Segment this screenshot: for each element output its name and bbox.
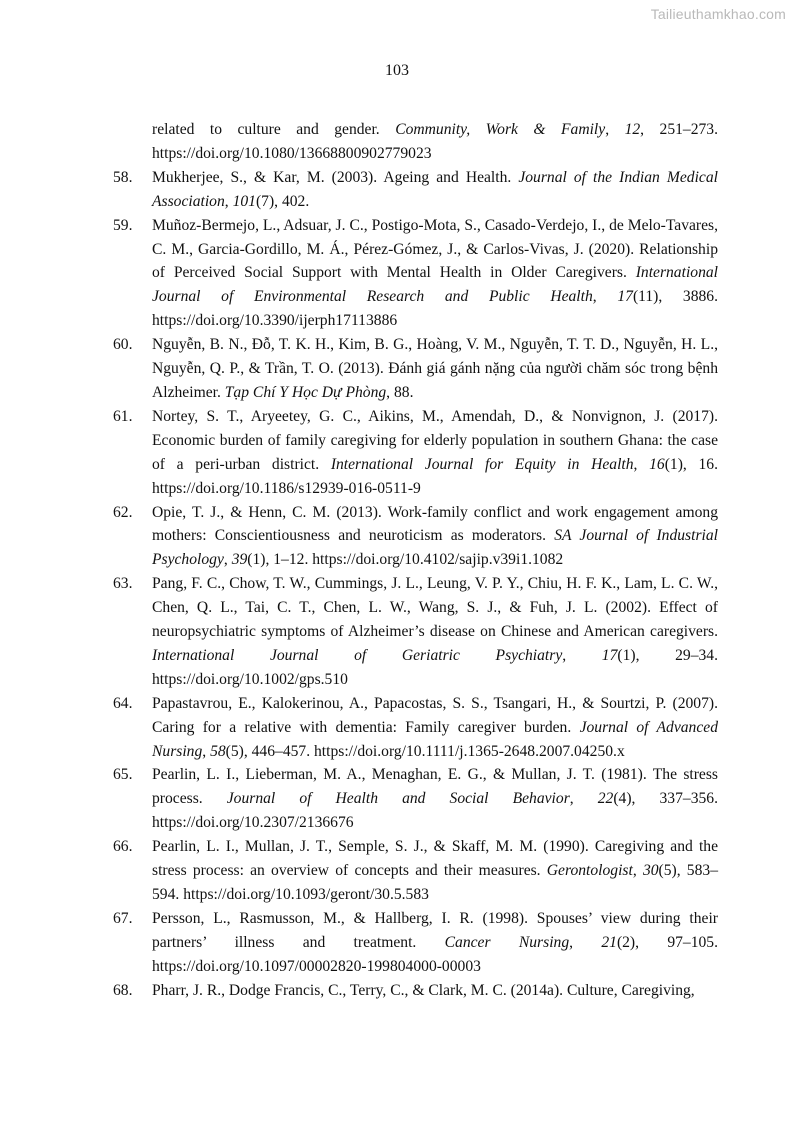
reference-entry: [0, 572, 794, 692]
reference-text: ,: [202, 742, 211, 760]
reference-number: 68.: [113, 981, 133, 999]
reference-text: ,: [562, 646, 602, 664]
reference-italic-text: International Journal of Geriatric Psychiatry: [152, 646, 563, 664]
reference-italic-text: International Journal of Environmental Research and Public Health: [152, 264, 718, 306]
reference-text: Nguyễn, B. N., Đỗ, T. K. H., Kim, B. G., Hoàng, V. M., Nguyễn, T. T. D., Nguyễn, H. L., Nguyễn, Q. P., & Trần, T. O. (2013). Đánh giá gánh nặng của người chăm sóc trong bệnh Alzheimer.: [152, 336, 718, 401]
reference-text: ,: [569, 790, 598, 808]
reference-text: ,: [223, 551, 232, 569]
reference-entry: [0, 214, 794, 334]
reference-text: (2), 97–105. https://doi.org/10.1097/00002820-199804000-00003: [152, 933, 719, 975]
reference-number: 58.: [113, 168, 133, 186]
reference-italic-text: 12: [624, 121, 641, 138]
reference-text: Pang, F. C., Chow, T. W., Cummings, J. L., Leung, V. P. Y., Chiu, H. F. K., Lam, L. C. W., Chen, Q. L., Tai, C. T., Chen, L. W., Wang, S. J., & Fuh, J. L. (2002). Effect of neuropsychiatric symptoms of Alzheimer’s disease on Chinese and American caregivers.: [152, 575, 718, 641]
reference-text: (5), 583–594. https://doi.org/10.1093/geront/30.5.583: [152, 862, 718, 903]
reference-text: (7), 402.: [255, 192, 310, 210]
reference-entry: [0, 979, 794, 1003]
reference-text: ,: [569, 933, 602, 951]
reference-text: ,: [633, 455, 650, 473]
reference-italic-text: 39: [231, 551, 248, 569]
reference-entry: [0, 166, 794, 214]
reference-text: (4), 337–356. https://doi.org/10.2307/2136676: [152, 790, 718, 832]
reference-italic-text: Gerontologist: [546, 862, 633, 880]
reference-italic-text: Journal of Health and Social Behavior: [226, 790, 570, 808]
reference-number: 60.: [113, 336, 133, 354]
reference-italic-text: 22: [597, 790, 614, 808]
reference-number: 61.: [113, 407, 133, 425]
reference-text: Opie, T. J., & Henn, C. M. (2013). Work-family conflict and work engagement among mothers: Conscientiousness and neuroticism as moderators.: [152, 503, 718, 545]
reference-number: 62.: [113, 503, 133, 521]
reference-italic-text: 30: [642, 862, 659, 880]
reference-italic-text: 17: [601, 646, 618, 664]
reference-number: 66.: [113, 838, 133, 856]
reference-entry: [0, 907, 794, 979]
reference-entry: [0, 405, 794, 501]
reference-italic-text: SA Journal of Industrial Psychology: [152, 527, 718, 569]
reference-number: 59.: [113, 216, 133, 234]
reference-text: (1), 16. https://doi.org/10.1186/s12939-016-0511-9: [152, 455, 718, 497]
reference-italic-text: Tạp Chí Y Học Dự Phòng: [224, 383, 387, 401]
reference-number: 65.: [113, 766, 133, 784]
reference-italic-text: Cancer Nursing: [444, 933, 570, 951]
reference-entry: [0, 333, 794, 405]
reference-entry: [0, 118, 794, 166]
reference-italic-text: Journal of Advanced Nursing: [152, 718, 718, 760]
reference-entry: [0, 692, 794, 764]
reference-text: Muñoz-Bermejo, L., Adsuar, J. C., Postigo-Mota, S., Casado-Verdejo, I., de Melo-Tavares, C. M., Garcia-Gordillo, M. Á., Pérez-Gómez, J., & Carlos-Vivas, J. (2020). Relationship of Perceived Social Support with Mental Health in Older Caregivers.: [152, 216, 718, 282]
reference-italic-text: 16: [649, 455, 665, 473]
reference-text: Pearlin, L. I., Mullan, J. T., Semple, S. J., & Skaff, M. M. (1990). Caregiving and the stress process: an overview of concepts and their measures.: [152, 838, 718, 880]
reference-number: 64.: [113, 694, 133, 712]
reference-text: (1), 29–34. https://doi.org/10.1002/gps.510: [152, 646, 719, 688]
reference-italic-text: 21: [601, 933, 617, 951]
reference-text: Pharr, J. R., Dodge Francis, C., Terry, C., & Clark, M. C. (2014a). Culture, Caregiving,: [152, 981, 695, 999]
reference-text: , 88.: [386, 383, 414, 401]
reference-text: , 251–273. https://doi.org/10.1080/13668800902779023: [152, 121, 719, 162]
reference-text: ,: [224, 192, 233, 210]
reference-italic-text: Community, Work & Family: [395, 121, 606, 138]
page-number: 103: [385, 62, 409, 79]
reference-italic-text: 101: [232, 192, 256, 210]
reference-entry: [0, 501, 794, 573]
reference-list: [0, 118, 794, 1003]
reference-number: 67.: [113, 909, 133, 927]
reference-text: Nortey, S. T., Aryeetey, G. C., Aikins, M., Amendah, D., & Nonvignon, J. (2017). Economic burden of family caregiving for elderly population in southern Ghana: the case of a peri-urban district.: [152, 407, 718, 473]
reference-entry: [0, 835, 794, 907]
reference-italic-text: 17: [617, 288, 633, 306]
reference-text: ,: [592, 288, 618, 306]
reference-text: Pearlin, L. I., Lieberman, M. A., Menaghan, E. G., & Mullan, J. T. (1981). The stress process.: [152, 766, 718, 808]
reference-text: Persson, L., Rasmusson, M., & Hallberg, I. R. (1998). Spouses’ view during their partners’ illness and treatment.: [152, 909, 718, 951]
reference-text: Mukherjee, S., & Kar, M. (2003). Ageing and Health.: [152, 168, 519, 186]
reference-number: 63.: [113, 575, 133, 593]
reference-text: related to culture and gender.: [152, 121, 396, 138]
reference-entry: [0, 763, 794, 835]
reference-italic-text: International Journal for Equity in Health: [330, 455, 634, 473]
reference-text: ,: [605, 121, 625, 138]
reference-text: (5), 446–457. https://doi.org/10.1111/j.1365-2648.2007.04250.x: [225, 742, 625, 760]
reference-text: (1), 1–12. https://doi.org/10.4102/sajip.v39i1.1082: [247, 551, 564, 569]
reference-italic-text: 58: [210, 742, 226, 760]
reference-italic-text: Journal of the Indian Medical Association: [152, 168, 718, 210]
reference-text: ,: [632, 862, 643, 880]
watermark: Tailieuthamkhao.com: [650, 6, 786, 22]
reference-text: (11), 3886. https://doi.org/10.3390/ijerph17113886: [152, 288, 718, 330]
reference-text: Papastavrou, E., Kalokerinou, A., Papacostas, S. S., Tsangari, H., & Sourtzi, P. (2007). Caring for a relative with dementia: Family caregiver burden.: [152, 694, 718, 736]
